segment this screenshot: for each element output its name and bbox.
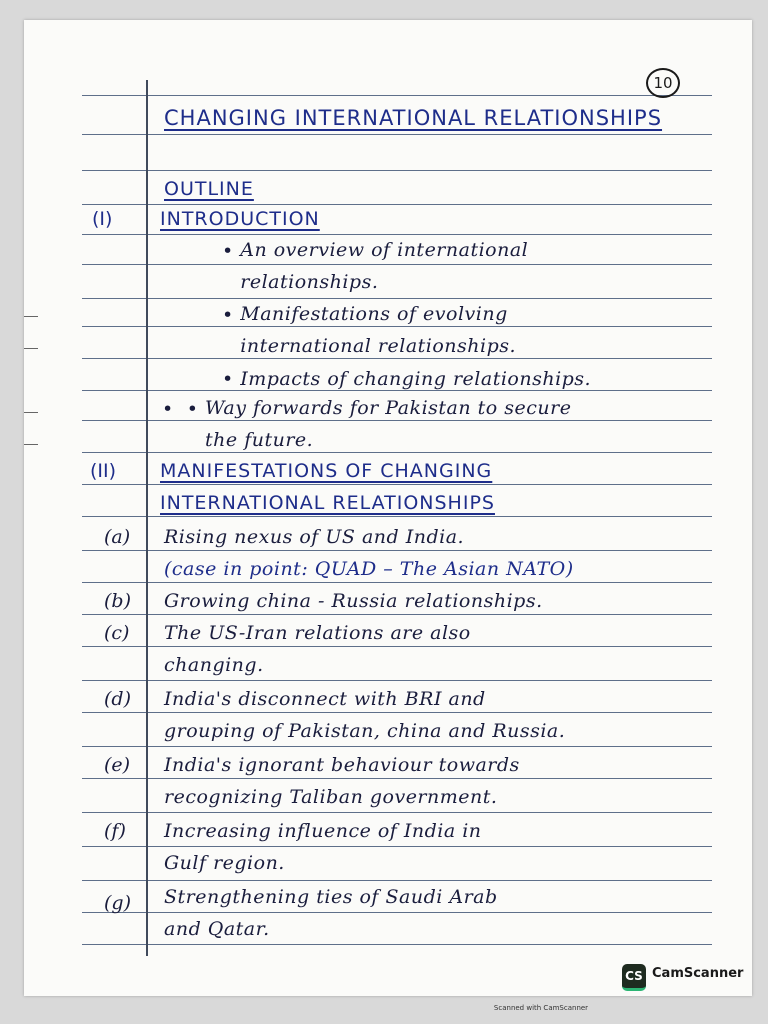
item-text: Growing china - Russia relationships. <box>164 590 543 612</box>
item-text-continued: Gulf region. <box>164 852 285 874</box>
section-heading-text: INTRODUCTION <box>160 208 320 230</box>
notebook-page <box>24 20 752 996</box>
camscanner-brand: CamScanner <box>652 966 744 981</box>
ruled-line <box>82 746 712 747</box>
ruled-line <box>82 778 712 779</box>
bullet-item: • An overview of international relationships. <box>222 240 580 298</box>
item-label: (f) <box>104 820 126 842</box>
item-text: Rising nexus of US and India. <box>164 526 465 548</box>
page-number: 10 <box>646 68 680 98</box>
bullet-text: Impacts of changing relationships. <box>240 368 592 390</box>
ruled-line <box>82 134 712 135</box>
section-numeral: (I) <box>92 208 113 230</box>
item-label: (a) <box>104 526 131 548</box>
ruled-line <box>82 170 712 171</box>
bullet-item: • Impacts of changing relationships. <box>222 368 592 390</box>
bullet-text: Manifestations of evolving international relationships. <box>240 303 517 357</box>
scan-footer <box>0 1004 768 1012</box>
ruled-line <box>82 712 712 713</box>
item-label: (d) <box>104 688 131 710</box>
section-heading-text: MANIFESTATIONS OF CHANGING <box>160 460 493 482</box>
bullet-text: Way forwards for Pakistan to secure the future. <box>205 397 572 451</box>
ruled-line <box>82 582 712 583</box>
item-label: (g) <box>104 892 131 914</box>
bullet-item: • Manifestations of evolving international relationships. <box>222 304 610 362</box>
page-title-text: CHANGING INTERNATIONAL RELATIONSHIPS <box>164 106 663 130</box>
ruled-line <box>82 204 712 205</box>
section-heading <box>160 208 320 230</box>
section-numeral: (II) <box>90 460 117 482</box>
ruled-line <box>82 95 712 96</box>
item-text: India's disconnect with BRI and <box>164 688 486 710</box>
page-title <box>164 106 662 130</box>
ruled-line <box>82 944 712 945</box>
outline-label <box>164 178 254 200</box>
ruled-line <box>82 880 712 881</box>
ruled-line <box>82 812 712 813</box>
bullet-item: • • Way forwards for Pakistan to secure the future. <box>162 398 605 456</box>
section-heading-text: INTERNATIONAL RELATIONSHIPS <box>160 492 495 514</box>
ruled-line <box>82 680 712 681</box>
margin-line <box>146 80 148 956</box>
item-text: Increasing influence of India in <box>164 820 482 842</box>
ruled-line <box>82 646 712 647</box>
ruled-line <box>82 516 712 517</box>
item-text-continued: recognizing Taliban government. <box>164 786 498 808</box>
section-heading <box>160 460 492 482</box>
item-text: India's ignorant behaviour towards <box>164 754 520 776</box>
scan-footer-text: Scanned with CamScanner <box>493 1004 589 1012</box>
outline-label-text: OUTLINE <box>164 178 254 200</box>
item-text: The US-Iran relations are also <box>164 622 471 644</box>
item-text-continued: and Qatar. <box>164 918 270 940</box>
ruled-line <box>82 614 712 615</box>
ruled-line <box>82 390 712 391</box>
item-text: Strengthening ties of Saudi Arab <box>164 886 498 908</box>
item-label: (c) <box>104 622 130 644</box>
item-text-continued: changing. <box>164 654 264 676</box>
item-text-continued: (case in point: QUAD – The Asian NATO) <box>164 558 574 580</box>
section-heading-continued <box>160 492 495 514</box>
margin-tick <box>24 412 38 413</box>
ruled-line <box>82 846 712 847</box>
margin-tick <box>24 444 38 445</box>
bullet-text: An overview of international relationships. <box>240 239 529 293</box>
ruled-line <box>82 912 712 913</box>
ruled-line <box>82 484 712 485</box>
item-label: (b) <box>104 590 131 612</box>
margin-tick <box>24 316 38 317</box>
item-label: (e) <box>104 754 131 776</box>
ruled-line <box>82 550 712 551</box>
margin-tick <box>24 348 38 349</box>
item-text-continued: grouping of Pakistan, china and Russia. <box>164 720 566 742</box>
camscanner-logo-icon: CS <box>622 964 646 991</box>
